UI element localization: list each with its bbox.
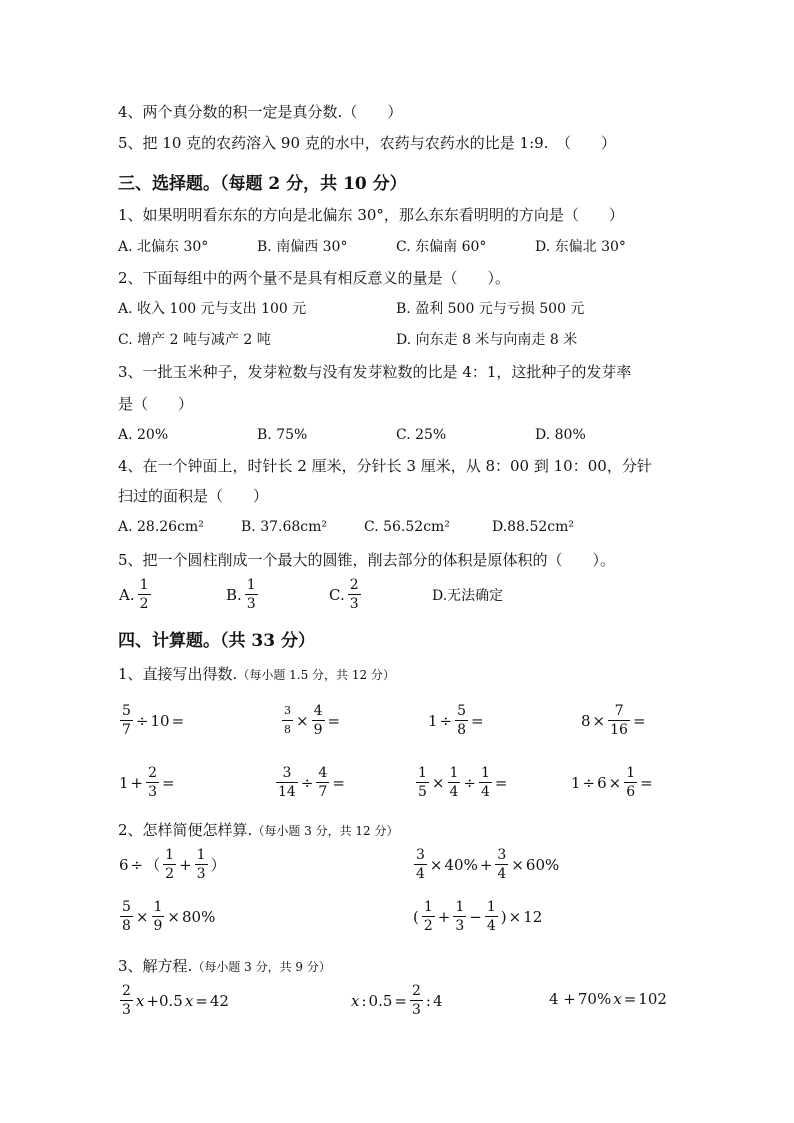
choice-q5-option-b (225, 576, 260, 613)
choice-q3-option-b: B. 75% (257, 427, 308, 443)
choice-q5-option-d: D.无法确定 (432, 588, 504, 604)
equation-3: 4 + 70% x = 102 (549, 990, 667, 1008)
option-label: C. (329, 585, 345, 604)
judge-question-4: 4、两个真分数的积一定是真分数.（ ） (118, 103, 403, 121)
calc-item-3: 1 ÷ $\frac{5}{8}$ = (428, 703, 484, 738)
calc-simplify-2: $\frac{3}{4}$ × 40% + $\frac{3}{4}$ × 60% (416, 847, 560, 882)
calc-part2-title: 2、怎样简便怎样算.（每小题 3 分，共 12 分） (118, 821, 399, 839)
calc-part1-title: 1、直接写出得数.（每小题 1.5 分，共 12 分） (118, 665, 395, 683)
choice-question-3-line1: 3、一批玉米种子，发芽粒数与没有发芽粒数的比是 4：1，这批种子的发芽率 (118, 363, 632, 381)
choice-q3-option-a: A. 20% (118, 427, 169, 443)
option-label: B. (226, 585, 242, 604)
calc-simplify-3: $\frac{5}{8}$ × $\frac{1}{9}$ × 80% (122, 899, 216, 934)
equation-2: x : 0.5 = $\frac{2}{3}$ : 4 (351, 983, 443, 1018)
choice-q3-option-d: D. 80% (535, 427, 586, 443)
choice-q1-option-d: D. 东偏北 30° (535, 239, 626, 255)
choice-question-1: 1、如果明明看东东的方向是北偏东 30°，那么东东看明明的方向是（ ） (118, 206, 624, 224)
calc-item-8: 1 ÷ 6 × $\frac{1}{6}$ = (571, 765, 653, 800)
choice-q5-option-c (328, 576, 363, 613)
choice-q2-option-c: C. 增产 2 吨与减产 2 吨 (118, 332, 271, 348)
choice-q2-option-d: D. 向东走 8 米与向南走 8 米 (396, 332, 578, 348)
calc-item-5: 1 + $\frac{2}{3}$ = (119, 765, 175, 800)
choice-q4-option-c: C. 56.52cm² (364, 519, 450, 535)
calc-simplify-1: 6 ÷ （ $\frac{1}{2}$ + $\frac{1}{3}$ ） (119, 847, 226, 882)
choice-q3-option-c: C. 25% (396, 427, 447, 443)
choice-q2-option-b: B. 盈利 500 元与亏损 500 元 (396, 301, 585, 317)
calc-item-1: $\frac{5}{7}$ ÷ 10 = (122, 703, 185, 738)
choice-q1-option-c: C. 东偏南 60° (396, 239, 487, 255)
fraction: $\frac{2}{3}$ (349, 577, 359, 612)
choice-question-4-line1: 4、在一个钟面上，时针长 2 厘米，分针长 3 厘米，从 8：00 到 10：00，分针 (118, 457, 652, 475)
choice-question-3-line2: 是（ ） (118, 395, 194, 413)
equation-1: $\frac{2}{3}$ x +0.5 x = 42 (122, 983, 229, 1018)
calc-item-4: 8 × $\frac{7}{16}$ = (581, 703, 646, 738)
option-label: A. (119, 585, 135, 604)
calc-simplify-4: ( $\frac{1}{2}$ + $\frac{1}{3}$ − $\frac{1}{4}$ ) × 12 (413, 899, 543, 934)
calc-item-6: $\frac{3}{14}$ ÷ $\frac{4}{7}$ = (278, 765, 345, 800)
choice-question-4-line2: 扫过的面积是（ ） (118, 487, 269, 505)
choice-q4-option-d: D.88.52cm² (492, 519, 574, 535)
calc-item-2: $\frac{3}{8}$ × $\frac{4}{9}$ = (284, 703, 341, 738)
calc-part3-title: 3、解方程.（每小题 3 分，共 9 分） (118, 957, 331, 975)
choice-q1-option-a: A. 北偏东 30° (118, 239, 209, 255)
fraction: $\frac{1}{3}$ (246, 577, 256, 612)
calc-section-title: 四、计算题。（共 33 分） (118, 631, 315, 651)
choice-section-title: 三、选择题。（每题 2 分，共 10 分） (118, 174, 407, 194)
choice-q4-option-b: B. 37.68cm² (241, 519, 327, 535)
choice-question-2: 2、下面每组中的两个量不是具有相反意义的量是（ ）。 (118, 269, 511, 287)
judge-question-5: 5、把 10 克的农药溶入 90 克的水中，农药与农药水的比是 1:9. （ ） (118, 134, 616, 152)
choice-q4-option-a: A. 28.26cm² (118, 519, 204, 535)
choice-q2-option-a: A. 收入 100 元与支出 100 元 (118, 301, 307, 317)
choice-question-5: 5、把一个圆柱削成一个最大的圆锥，削去部分的体积是原体积的（ ）。 (118, 551, 616, 569)
fraction: $\frac{1}{2}$ (139, 577, 149, 612)
choice-q1-option-b: B. 南偏西 30° (257, 239, 348, 255)
choice-q5-option-a (118, 576, 153, 613)
calc-item-7: $\frac{1}{5}$ × $\frac{1}{4}$ ÷ $\frac{1}{4}$ = (418, 765, 508, 800)
